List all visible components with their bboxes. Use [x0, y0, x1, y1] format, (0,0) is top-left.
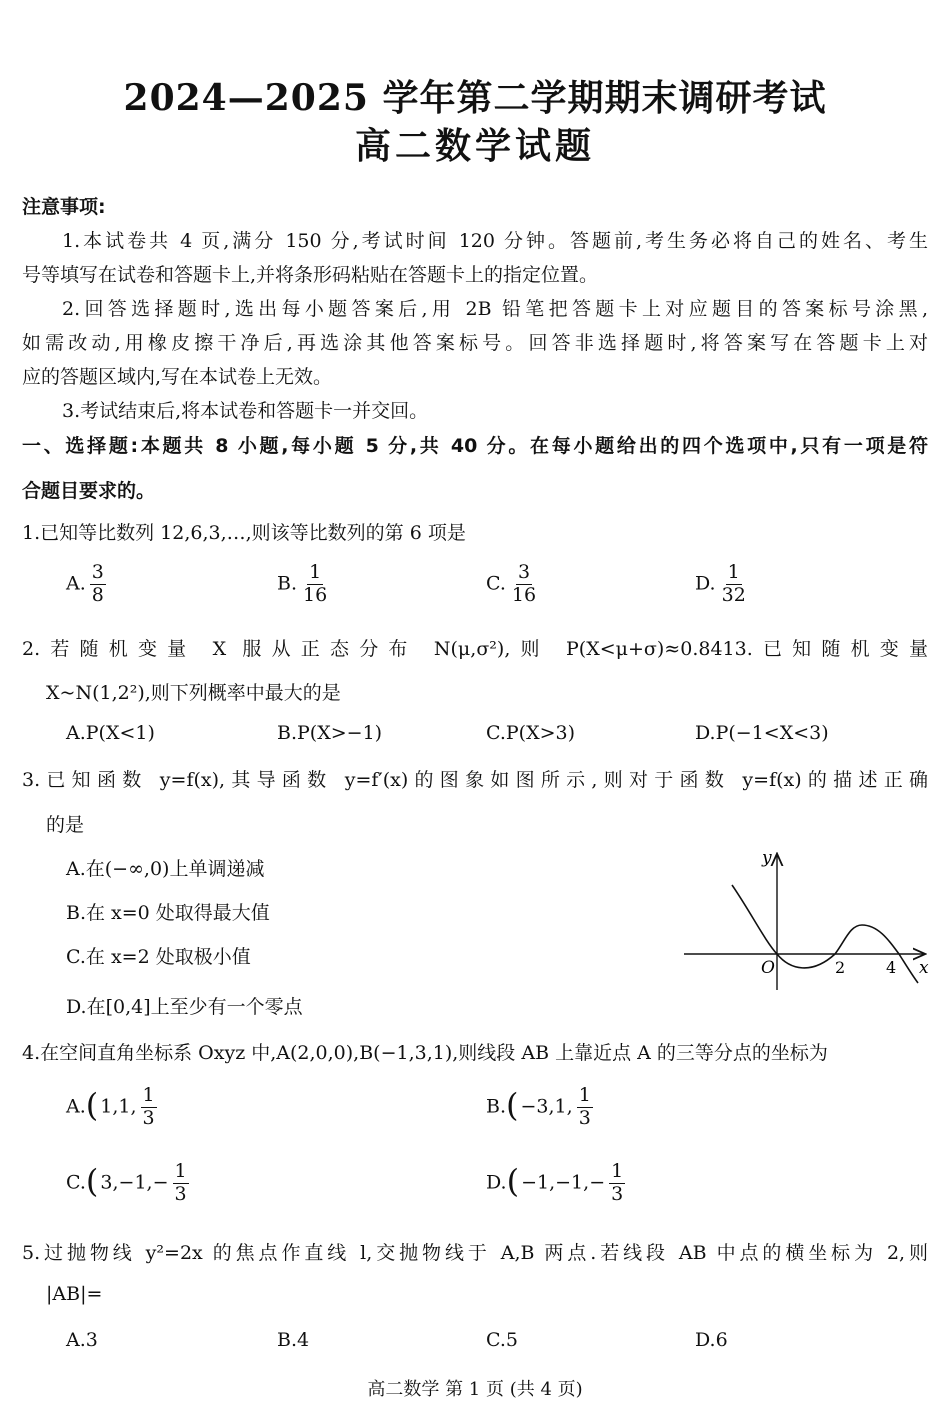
- q1-stem: 1.已知等比数列 12,6,3,…,则该等比数列的第 6 项是: [22, 522, 466, 544]
- q3-stem-line-1: 3.已知函数 y=f(x),其导函数 y=f′(x)的图象如图所示,则对于函数 y=f(x)的描述正确: [22, 769, 928, 791]
- note-2-line-3: 应的答题区域内,写在本试卷上无效。: [22, 366, 333, 388]
- q2-stem-line-1: 2.若随机变量 X 服从正态分布 N(μ,σ²),则 P(X<μ+σ)≈0.8413.已知随机变量: [22, 638, 928, 660]
- section-1-heading-cont: 合题目要求的。: [22, 480, 156, 502]
- q3-option-b: B.在 x=0 处取得最大值: [66, 902, 270, 924]
- q1-option-b: B. $\frac{1}{16}$: [277, 561, 328, 606]
- exam-subtitle: 高二数学试题: [354, 125, 595, 167]
- q4-option-a: A.( 1,1, $\frac{1}{3}$: [66, 1084, 155, 1129]
- section-1-heading: 一、选择题:本题共 8 小题,每小题 5 分,共 40 分。在每小题给出的四个选项中,只有一项是符: [22, 435, 928, 457]
- page-footer: 高二数学 第 1 页 (共 4 页): [367, 1379, 583, 1400]
- q2-option-c: C.P(X>3): [486, 722, 576, 744]
- q4-stem: 4.在空间直角坐标系 Oxyz 中,A(2,0,0),B(−1,3,1),则线段 AB 上靠近点 A 的三等分点的坐标为: [22, 1042, 828, 1064]
- note-1-line-1: 1.本试卷共 4 页,满分 150 分,考试时间 120 分钟。答题前,考生务必将自己的姓名、考生: [62, 230, 928, 252]
- q2-option-b: B.P(X>−1): [277, 722, 383, 744]
- q3-option-a: A.在(−∞,0)上单调递减: [66, 858, 265, 880]
- q5-stem-line-2: |AB|=: [46, 1283, 103, 1305]
- q5-option-c: C.5: [486, 1329, 518, 1351]
- q1-option-c: C. $\frac{3}{16}$: [486, 561, 537, 606]
- q5-option-d: D.6: [695, 1329, 728, 1351]
- derivative-graph: [680, 845, 935, 995]
- q5-stem-line-1: 5.过抛物线 y²=2x 的焦点作直线 l,交抛物线于 A,B 两点.若线段 AB 中点的横坐标为 2,则: [22, 1242, 928, 1264]
- note-2-line-1: 2.回答选择题时,选出每小题答案后,用 2B 铅笔把答题卡上对应题目的答案标号涂黑,: [62, 298, 928, 320]
- q2-option-d: D.P(−1<X<3): [695, 722, 829, 744]
- note-3: 3.考试结束后,将本试卷和答题卡一并交回。: [62, 400, 429, 422]
- y-axis-label: y: [762, 848, 772, 868]
- q3-option-c: C.在 x=2 处取极小值: [66, 946, 251, 968]
- origin-label: O: [761, 958, 775, 978]
- tick-label-4: 4: [886, 958, 897, 977]
- q4-option-c: C.( 3,−1,− $\frac{1}{3}$: [66, 1160, 187, 1205]
- q2-stem-line-2: X~N(1,2²),则下列概率中最大的是: [46, 682, 341, 704]
- q4-option-d: D.( −1,−1,− $\frac{1}{3}$: [486, 1160, 624, 1205]
- q1-option-a: A. $\frac{3}{8}$: [66, 561, 104, 606]
- q1-option-d: D. $\frac{1}{32}$: [695, 561, 746, 606]
- exam-title: 2024—2025 学年第二学期期末调研考试: [123, 77, 827, 119]
- q3-stem-line-2: 的是: [46, 814, 85, 836]
- q5-option-b: B.4: [277, 1329, 310, 1351]
- note-2-line-2: 如需改动,用橡皮擦干净后,再选涂其他答案标号。回答非选择题时,将答案写在答题卡上对: [22, 332, 928, 354]
- q2-option-a: A.P(X<1): [66, 722, 155, 744]
- x-axis-label: x: [919, 958, 929, 978]
- q5-option-a: A.3: [66, 1329, 98, 1351]
- q3-option-d: D.在[0,4]上至少有一个零点: [66, 996, 303, 1018]
- q4-option-b: B.( −3,1, $\frac{1}{3}$: [486, 1084, 591, 1129]
- notes-heading: 注意事项:: [22, 196, 106, 218]
- tick-label-2: 2: [835, 958, 846, 977]
- note-1-line-2: 号等填写在试卷和答题卡上,并将条形码粘贴在答题卡上的指定位置。: [22, 264, 599, 286]
